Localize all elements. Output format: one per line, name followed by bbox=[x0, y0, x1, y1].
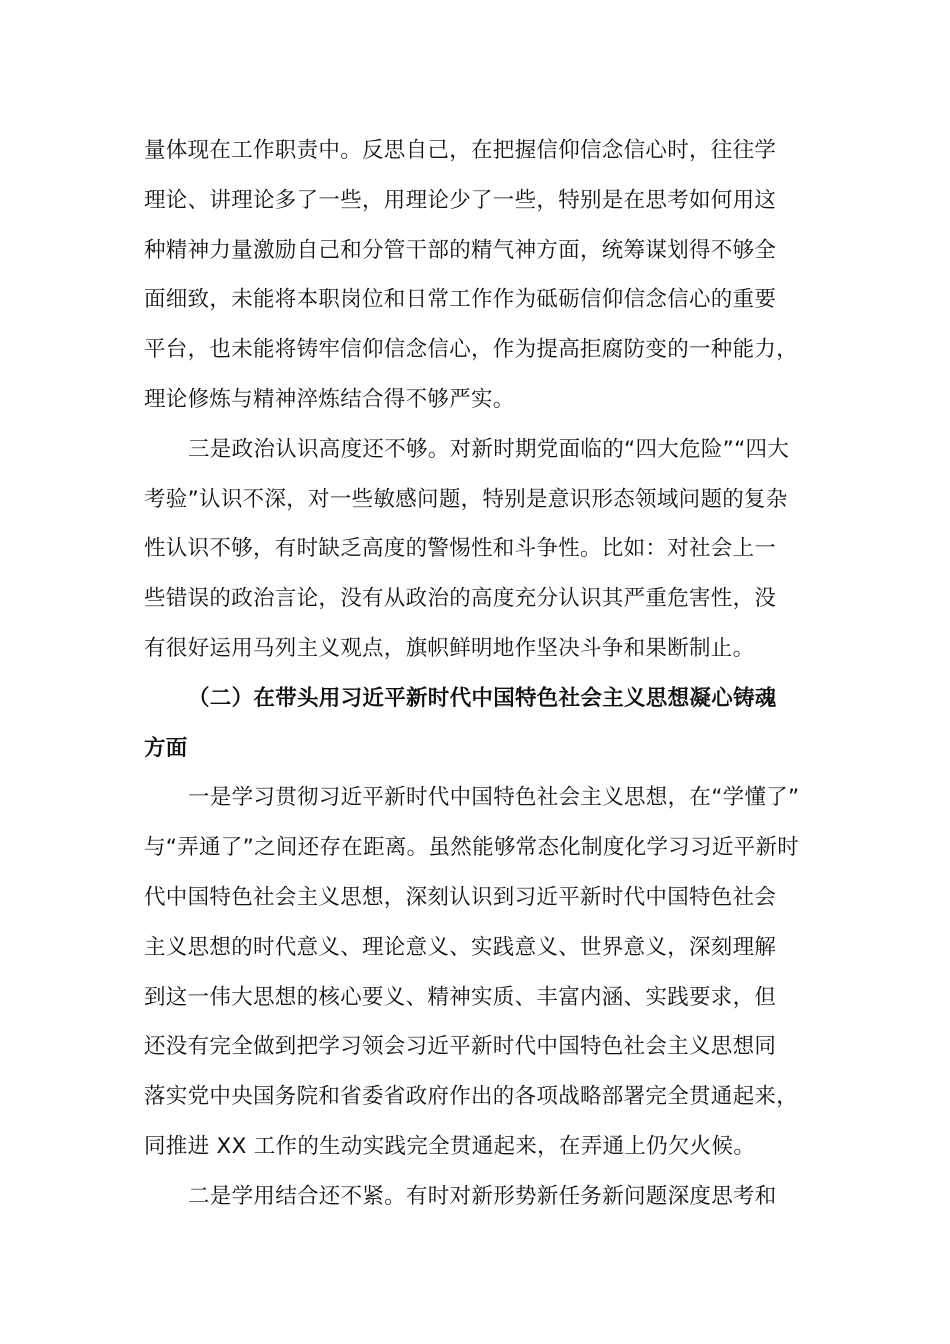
text-line: 一是学习贯彻习近平新时代中国特色社会主义思想，在“学懂了” bbox=[188, 785, 800, 811]
text-line: 有很好运用马列主义观点，旗帜鲜明地作坚决斗争和果断制止。 bbox=[144, 635, 755, 661]
text-line: 二是学用结合还不紧。有时对新形势新任务新问题深度思考和 bbox=[188, 1183, 777, 1209]
paragraph-4 bbox=[144, 1172, 824, 1222]
text-line: 主义思想的时代意义、理论意义、实践意义、世界意义，深刻理解 bbox=[144, 934, 777, 960]
text-line: 还没有完全做到把学习领会习近平新时代中国特色社会主义思想同 bbox=[144, 1034, 777, 1060]
text-line: 些错误的政治言论，没有从政治的高度充分认识其严重危害性，没 bbox=[144, 586, 777, 612]
text-line: 考验”认识不深，对一些敏感问题，特别是意识形态领域问题的复杂 bbox=[144, 486, 788, 512]
paragraph-1 bbox=[144, 126, 824, 425]
text-line: 平台，也未能将铸牢信仰信念信心，作为提高拒腐防变的一种能力， bbox=[144, 337, 799, 363]
text-line: 同推进 XX 工作的生动实践完全贯通起来，在弄通上仍欠火候。 bbox=[144, 1133, 756, 1159]
section-heading bbox=[144, 674, 824, 774]
text-line: 种精神力量激励自己和分管干部的精气神方面，统筹谋划得不够全 bbox=[144, 237, 777, 263]
text-line: 落实党中央国务院和省委省政府作出的各项战略部署完全贯通起来， bbox=[144, 1084, 799, 1110]
text-line: 理论修炼与精神淬炼结合得不够严实。 bbox=[144, 386, 515, 412]
paragraph-2 bbox=[144, 425, 824, 674]
text-line: 理论、讲理论多了一些，用理论少了一些，特别是在思考如何用这 bbox=[144, 187, 777, 213]
heading-line: 方面 bbox=[144, 735, 188, 761]
text-line: 代中国特色社会主义思想，深刻认识到习近平新时代中国特色社会 bbox=[144, 884, 777, 910]
text-line: 量体现在工作职责中。反思自己，在把握信仰信念信心时，往往学 bbox=[144, 138, 777, 163]
document-page bbox=[144, 126, 824, 1222]
text-line: 与“弄通了”之间还存在距离。虽然能够常态化制度化学习习近平新时 bbox=[144, 835, 800, 861]
text-line: 性认识不够，有时缺乏高度的警惕性和斗争性。比如：对社会上一 bbox=[144, 536, 777, 562]
text-line: 到这一伟大思想的核心要义、精神实质、丰富内涵、实践要求，但 bbox=[144, 984, 777, 1010]
paragraph-3 bbox=[144, 773, 824, 1171]
heading-line: （二）在带头用习近平新时代中国特色社会主义思想凝心铸魂 bbox=[188, 685, 777, 711]
text-line: 面细致，未能将本职岗位和日常工作作为砥砺信仰信念信心的重要 bbox=[144, 287, 777, 313]
text-line: 三是政治认识高度还不够。对新时期党面临的“四大危险”“四大 bbox=[188, 436, 790, 462]
